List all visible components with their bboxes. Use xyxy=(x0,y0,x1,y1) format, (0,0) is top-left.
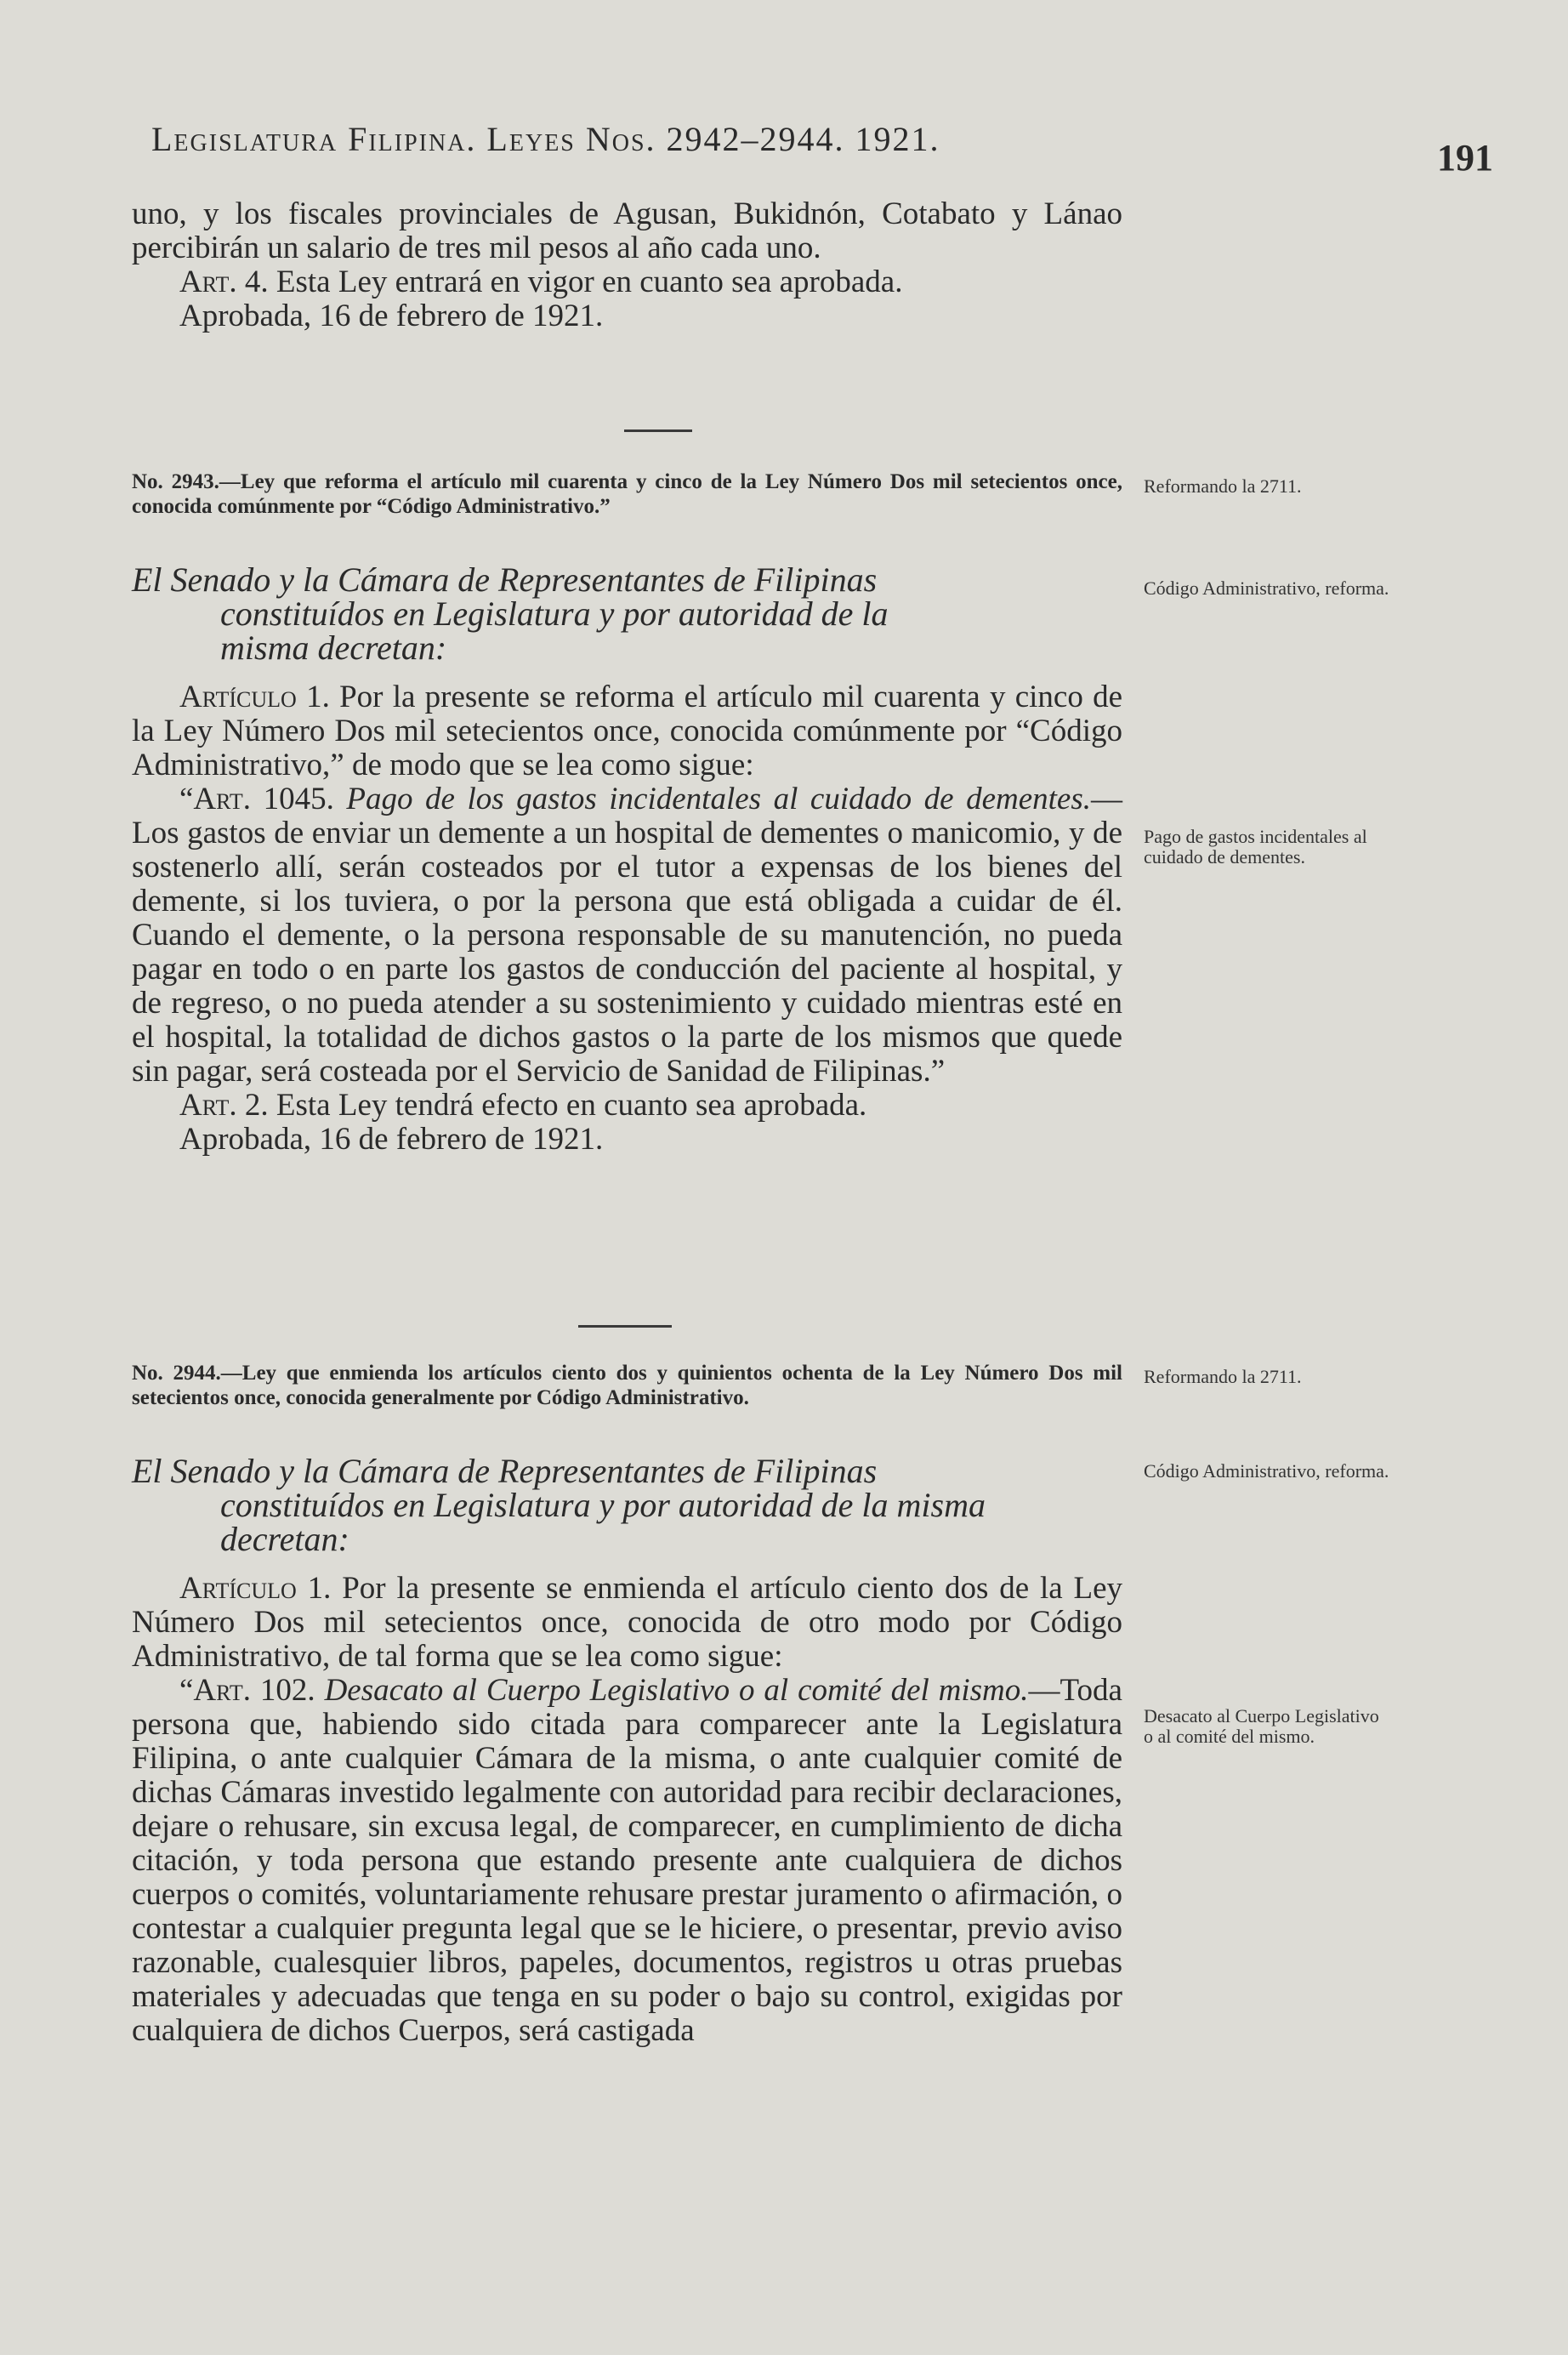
running-header: Legislatura Filipina. Leyes Nos. 2942–2944. 1921. xyxy=(151,120,940,158)
section-rule xyxy=(578,1325,672,1328)
article-1045: “Art. 1045. Pago de los gastos incidentales al cuidado de dementes.—Los gastos de enviar un demente a un hospital de dementes o manicomio, y de sostenerlo allí, serán costeados por el tutor a expensas de los bienes del demente, si los tuviera, o por la persona que está obligada a cuidar de él. Cuando el demente, o la persona responsable de su manutención, no pueda pagar en todo o en parte los gastos de conducción del paciente al hospital, y de regreso, o no pueda atender a su sostenimiento y cuidado mientras esté en el hospital, la totalidad de dichos gastos o la parte de los mismos que quede sin pagar, será costeada por el Servicio de Sanidad de Filipinas.” xyxy=(132,782,1122,1089)
enacting-clause: El Senado y la Cámara de Representantes de Filipinas constituídos en Legislatura y por autoridad de la misma decretan: xyxy=(132,560,889,667)
law-2943-title: No. 2943.—Ley que reforma el artículo mil cuarenta y cinco de la Ley Número Dos mil setecientos once, conocida comúnmente por “Código Administrativo.” xyxy=(132,470,1122,518)
law-2943-body xyxy=(132,680,1122,1157)
enacting-clause: El Senado y la Cámara de Representantes de Filipinas constituídos en Legislatura y por autoridad de la misma decretan: xyxy=(132,1452,986,1558)
law-2944-body xyxy=(132,1572,1122,2048)
margin-note-reform: Reformando la 2711. xyxy=(1144,1366,1302,1387)
article-label: Art. 4. xyxy=(179,265,269,299)
margin-note-code: Código Administrativo, reforma. xyxy=(1144,577,1389,599)
section-rule xyxy=(624,429,692,432)
article-1: Artículo 1. Por la presente se reforma el artículo mil cuarenta y cinco de la Ley Número Dos mil setecientos once, conocida comúnmente por “Código Administrativo,” de modo que se lea como sigue: xyxy=(132,680,1122,782)
approval-date: Aprobada, 16 de febrero de 1921. xyxy=(179,299,604,333)
article-1: Artículo 1. Por la presente se enmienda el artículo ciento dos de la Ley Número Dos mil setecientos once, conocida de otro modo por Código Administrativo, de tal forma que se lea como sigue: xyxy=(132,1571,1122,1674)
top-continuation xyxy=(132,197,1122,333)
margin-note-desacato: Desacato al Cuerpo Legislativo o al comité del mismo. xyxy=(1144,1705,1379,1747)
approval-date: Aprobada, 16 de febrero de 1921. xyxy=(179,1122,604,1157)
margin-note-reform: Reformando la 2711. xyxy=(1144,475,1302,497)
article-text: Esta Ley entrará en vigor en cuanto sea aprobada. xyxy=(268,265,903,299)
article-2: Art. 2. Esta Ley tendrá efecto en cuanto sea aprobada. xyxy=(179,1088,867,1123)
margin-note-dementes: Pago de gastos incidentales al cuidado de dementes. xyxy=(1144,826,1367,867)
article-102: “Art. 102. Desacato al Cuerpo Legislativo o al comité del mismo.—Toda persona que, habiendo sido citada para comparecer ante la Legislatura Filipina, o ante cualquier Cámara de la misma, o ante cualquier comité de dichas Cámaras investido legalmente con autoridad para recibir declaraciones, dejare o rehusare, sin excusa legal, de comparecer, en cumplimiento de dicha citación, y toda persona que estando presente ante cualquiera de dichos cuerpos o comités, voluntariamente rehusare prestar juramento o afirmación, o contestar a cualquier pregunta legal que se le hiciere, o presentar, previo aviso razonable, cualesquier libros, papeles, documentos, registros u otras pruebas materiales y adecuadas que tenga en su poder o bajo su control, exigidas por cualquiera de dichos Cuerpos, será castigada xyxy=(132,1673,1122,2048)
page-number: 191 xyxy=(1437,137,1493,179)
article-4 xyxy=(132,265,1122,299)
law-2944-title: No. 2944.—Ley que enmienda los artículos ciento dos y quinientos ochenta de la Ley Número Dos mil setecientos once, conocida generalmente por Código Administrativo. xyxy=(132,1362,1122,1409)
margin-note-code: Código Administrativo, reforma. xyxy=(1144,1460,1389,1482)
continuation-paragraph: uno, y los fiscales provinciales de Agusan, Bukidnón, Cotabato y Lánao percibirán un salario de tres mil pesos al año cada uno. xyxy=(132,196,1122,265)
